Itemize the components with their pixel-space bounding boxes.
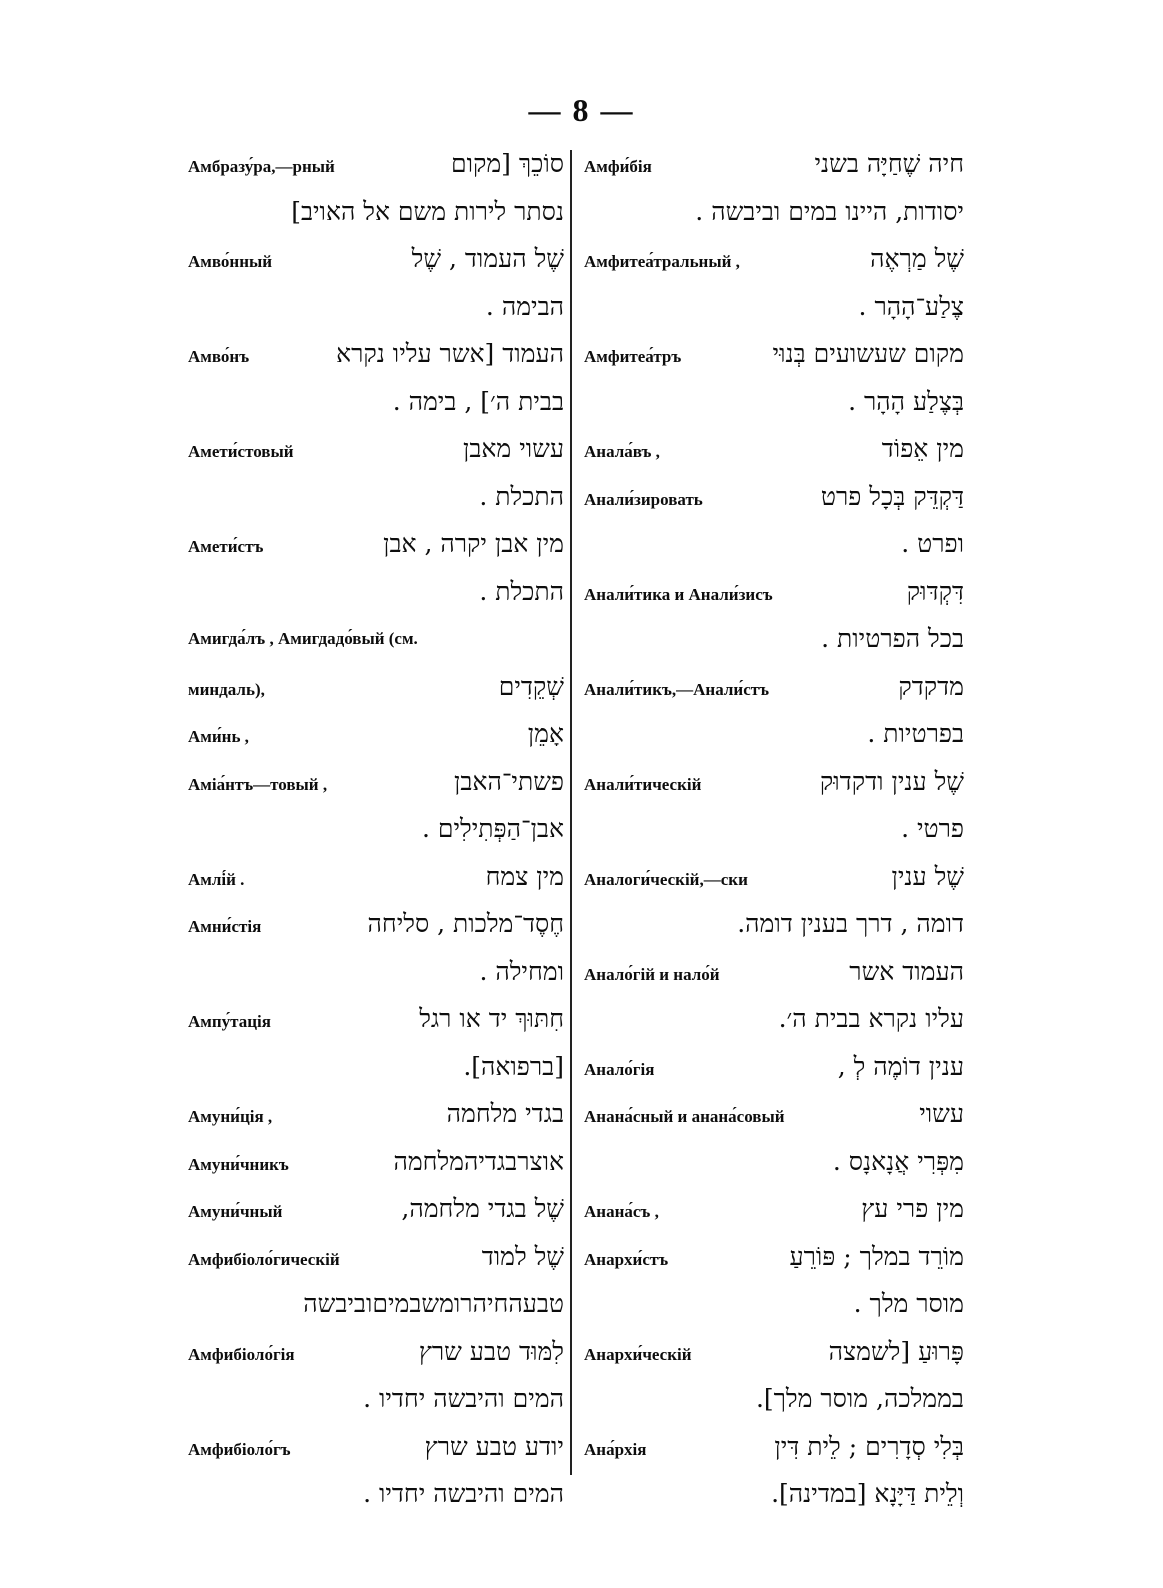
- entry-line: [188, 1185, 564, 1233]
- entry-continuation-line: [584, 615, 964, 663]
- translation: דִּקְדּוּק: [906, 576, 964, 606]
- entry-line: [584, 425, 964, 473]
- headword: Амуни́ція ,: [188, 1107, 273, 1126]
- entry-continuation-line: [188, 805, 564, 853]
- headword: Амбразу́ра,—рный: [188, 157, 335, 176]
- entry-line: [188, 758, 564, 806]
- dictionary-entry: [188, 520, 564, 615]
- dictionary-entry: [584, 235, 964, 330]
- entry-line: [188, 900, 564, 948]
- dictionary-entry: [584, 140, 964, 235]
- translation: העמוד [אשר עליו נקרא: [336, 339, 564, 368]
- translation: התכלת .: [479, 481, 564, 511]
- translation: בכל הפרטיות .: [821, 624, 964, 653]
- entry-line: [188, 853, 564, 901]
- entry-line: [188, 663, 564, 711]
- dictionary-entry: [188, 1328, 564, 1423]
- headword: Ампу́тація: [188, 1012, 271, 1031]
- headword: Анархи́стъ: [584, 1249, 669, 1269]
- left-column: [188, 140, 564, 1518]
- dictionary-entry: [188, 140, 564, 235]
- dictionary-entry: [584, 568, 964, 663]
- translation: שֶׁל למוד: [481, 1241, 564, 1271]
- dictionary-entry: [188, 710, 564, 758]
- translation: מין פרי עץ: [861, 1194, 964, 1223]
- dictionary-entry: [188, 900, 564, 995]
- translation: בגדי מלחמה: [446, 1099, 564, 1128]
- translation: יודע טבע שרץ: [424, 1431, 564, 1461]
- headword: Амуни́чникъ: [188, 1154, 289, 1174]
- translation: מִפְּרִי אֲנָאנָס .: [832, 1146, 964, 1176]
- headword: Анало́гій и нало́й: [584, 964, 720, 984]
- entry-line: [188, 140, 564, 188]
- dictionary-entry: [188, 615, 564, 663]
- translation: דומה , דרך בענין דומה.: [737, 909, 964, 938]
- headword: Аміа́нтъ—товый ,: [188, 774, 328, 794]
- entry-line: [188, 1233, 564, 1281]
- headword: Амфитеа́тральный ,: [584, 252, 740, 271]
- translation: סוֹכֵךְ [מקום: [450, 149, 564, 178]
- dictionary-entry: [584, 330, 964, 425]
- entry-continuation-line: [584, 900, 964, 948]
- dictionary-entry: [188, 1090, 564, 1138]
- translation: שֶׁל מַרְאֶה: [870, 244, 964, 273]
- entry-continuation-line: [188, 568, 564, 616]
- entry-line: [188, 235, 564, 283]
- entry-line: [188, 520, 564, 568]
- dictionary-entry: [188, 758, 564, 853]
- entry-line: [584, 235, 964, 283]
- translation: עליו נקרא בבית ה׳.: [778, 1004, 964, 1033]
- entry-continuation-line: [584, 1470, 964, 1518]
- translation: עשוי מאבן: [463, 434, 564, 463]
- entry-line: [584, 1328, 964, 1376]
- translation: מוסר מלך .: [853, 1289, 964, 1318]
- translation: מדקדק: [898, 671, 964, 701]
- translation: מין אֵפוֹד: [881, 434, 964, 463]
- entry-continuation-line: [188, 1043, 564, 1091]
- entry-line: [584, 948, 964, 996]
- translation: התכלת .: [479, 576, 564, 606]
- headword: Анала́въ ,: [584, 442, 660, 461]
- right-column: [584, 140, 964, 1518]
- dictionary-entry: [584, 1328, 964, 1423]
- dictionary-entry: [188, 1138, 564, 1186]
- headword: Анало́гія: [584, 1059, 655, 1079]
- headword: Амво́нъ: [188, 347, 250, 366]
- translation: העמוד אשר: [849, 956, 964, 986]
- entry-line: [188, 1090, 564, 1138]
- entry-line: [584, 568, 964, 616]
- translation: אוצרבגדיהמלחמה: [393, 1146, 564, 1176]
- translation: חֶסֶד־מלכות , סליחה: [367, 909, 564, 938]
- dictionary-entry: [188, 425, 564, 520]
- dictionary-entry: [584, 1043, 964, 1091]
- translation: מוֹרֵד במלך ; פּוֹרֵעַ: [789, 1241, 964, 1271]
- translation: חִתּוּךְ יד או רגל: [419, 1004, 564, 1033]
- translation: אבן־הַפְּתִילִים .: [421, 814, 564, 843]
- headword: Амфибіоло́гъ: [188, 1439, 291, 1459]
- translation: נסתר לירות משם אל האויב]: [291, 196, 564, 226]
- translation: עשוי: [919, 1099, 964, 1128]
- entry-continuation-line: [584, 1138, 964, 1186]
- headword: Амфибіоло́гическій: [188, 1249, 340, 1269]
- dictionary-entry: [188, 853, 564, 901]
- headword: Анали́тикъ,—Анали́стъ: [584, 679, 770, 699]
- dictionary-entry: [584, 1090, 964, 1185]
- entry-line: [188, 425, 564, 473]
- headword: Амети́стъ: [188, 537, 264, 556]
- entry-line: [188, 330, 564, 378]
- headword: Анали́зировать: [584, 489, 703, 509]
- headword: Амво́нный: [188, 252, 273, 271]
- translation: שֶׁל ענין ודקדוּק: [819, 766, 964, 796]
- dictionary-entry: [188, 663, 564, 711]
- headword: миндаль),: [188, 679, 265, 699]
- translation: המים והיבשה יחדיו .: [363, 1479, 564, 1508]
- headword: Анана́съ ,: [584, 1202, 659, 1221]
- headword: Ана́рхія: [584, 1439, 647, 1459]
- dictionary-entry: [584, 948, 964, 1043]
- headword: Анали́тическій: [584, 774, 702, 794]
- translation: מקום שעשועים בְּנוּי: [772, 339, 964, 368]
- headword: Анархи́ческій: [584, 1344, 692, 1364]
- translation: המים והיבשה יחדיו .: [363, 1384, 564, 1413]
- entry-line: [188, 1423, 564, 1471]
- entry-line: [584, 1233, 964, 1281]
- translation: ופרט .: [901, 529, 964, 558]
- entry-continuation-line: [584, 283, 964, 331]
- translation: דַּקְדֵּק בְּכָל פרט: [820, 481, 964, 511]
- entry-continuation-line: [584, 378, 964, 426]
- headword: Анана́сный и анана́совый: [584, 1107, 785, 1126]
- translation: יסודות, היינו במים וביבשה .: [695, 196, 964, 226]
- translation: הבימה .: [485, 291, 564, 321]
- headword: Амуни́чный: [188, 1202, 283, 1221]
- translation: פרטי .: [901, 814, 964, 843]
- dictionary-entry: [584, 1423, 964, 1518]
- translation: פָּרוּעַ [לשמצה: [828, 1336, 964, 1366]
- translation: טבעהחיהרומשבמיםוביבשה: [303, 1289, 564, 1318]
- dictionary-entry: [188, 1185, 564, 1233]
- dictionary-entry: [584, 425, 964, 473]
- entry-continuation-line: [584, 1375, 964, 1423]
- entry-line: [584, 140, 964, 188]
- translation: לִמּוּד טבע שרץ: [418, 1336, 564, 1366]
- dictionary-entry: [584, 758, 964, 853]
- translation: בְּלִי סְדָרִים ; לֵית דִּין: [774, 1431, 964, 1461]
- entry-line: [584, 473, 964, 521]
- translation: ומחילה .: [479, 956, 564, 986]
- translation: בבית ה׳] , בימה .: [392, 386, 564, 416]
- entry-continuation-line: [188, 283, 564, 331]
- translation: מין אבן יקרה , אבן: [383, 529, 564, 558]
- dictionary-entry: [584, 853, 964, 948]
- headword: Ами́нь ,: [188, 727, 249, 746]
- translation: ענין דוֹמֶה לְ ,: [837, 1051, 964, 1081]
- headword: Амети́стовый: [188, 442, 294, 461]
- entry-line: [584, 853, 964, 901]
- headword: Амфибіоло́гія: [188, 1344, 295, 1364]
- translation: שֶׁל ענין: [891, 861, 964, 891]
- entry-continuation-line: [188, 1280, 564, 1328]
- dictionary-entry: [188, 1233, 564, 1328]
- entry-continuation-line: [188, 473, 564, 521]
- entry-continuation-line: [584, 188, 964, 236]
- entry-continuation-line: [584, 520, 964, 568]
- translation: בפרטיות .: [867, 719, 964, 748]
- translation: שֶׁל העמוד , שֶׁל: [411, 244, 564, 273]
- dictionary-entry: [584, 1233, 964, 1328]
- dictionary-entry: [188, 235, 564, 330]
- translation: וְלֵית דַּיָּנָא [במדינה].: [771, 1479, 964, 1508]
- dictionary-entry: [188, 995, 564, 1090]
- translation: שְׁקֵדִים: [498, 671, 564, 701]
- entry-continuation-line: [188, 378, 564, 426]
- entry-continuation-line: [584, 710, 964, 758]
- entry-line: [584, 330, 964, 378]
- headword: Аналоги́ческій,—ски: [584, 869, 748, 889]
- entry-line: [584, 758, 964, 806]
- entry-continuation-line: [188, 188, 564, 236]
- headword: Амни́стія: [188, 917, 262, 936]
- entry-continuation-line: [584, 995, 964, 1043]
- entry-line: [188, 995, 564, 1043]
- translation: אָמֵן: [527, 719, 564, 748]
- dictionary-entry: [584, 663, 964, 758]
- entry-line: [188, 1138, 564, 1186]
- entry-line: [188, 1328, 564, 1376]
- entry-continuation-line: [188, 948, 564, 996]
- dictionary-entry: [584, 473, 964, 568]
- entry-line: [584, 663, 964, 711]
- dictionary-entry: [188, 1423, 564, 1518]
- translation: מין צמח: [485, 861, 564, 891]
- translation: [ברפואה].: [463, 1051, 564, 1081]
- entry-line: [584, 1185, 964, 1233]
- entry-line: [584, 1090, 964, 1138]
- entry-continuation-line: [584, 805, 964, 853]
- entry-line: [584, 1043, 964, 1091]
- translation: בְּצֶלַע הָהָר .: [848, 386, 964, 416]
- column-divider: [570, 150, 572, 1475]
- page-number: — 8 —: [528, 92, 635, 128]
- translation: בממלכה, מוסר מלך].: [755, 1384, 964, 1413]
- entry-line: [584, 1423, 964, 1471]
- headword: Амигда́лъ , Амигдадо́вый (см.: [188, 629, 418, 648]
- translation: שֶׁל בגדי מלחמה,: [401, 1194, 564, 1223]
- translation: צֶלַע־הָהָר .: [858, 291, 964, 321]
- translation: פשתי־האבן: [454, 766, 564, 796]
- entry-continuation-line: [188, 1470, 564, 1518]
- entry-line: [188, 710, 564, 758]
- entry-continuation-line: [188, 1375, 564, 1423]
- headword: Анали́тика и Анали́зисъ: [584, 584, 773, 604]
- dictionary-entry: [584, 1185, 964, 1233]
- headword: Амфи́бія: [584, 157, 652, 176]
- headword: Амлі́й .: [188, 869, 245, 889]
- translation: חיה שֶׁחַיָּה בשני: [814, 149, 964, 178]
- entry-continuation-line: [584, 1280, 964, 1328]
- dictionary-entry: [188, 330, 564, 425]
- headword: Амфитеа́тръ: [584, 347, 682, 366]
- entry-line: [188, 615, 564, 663]
